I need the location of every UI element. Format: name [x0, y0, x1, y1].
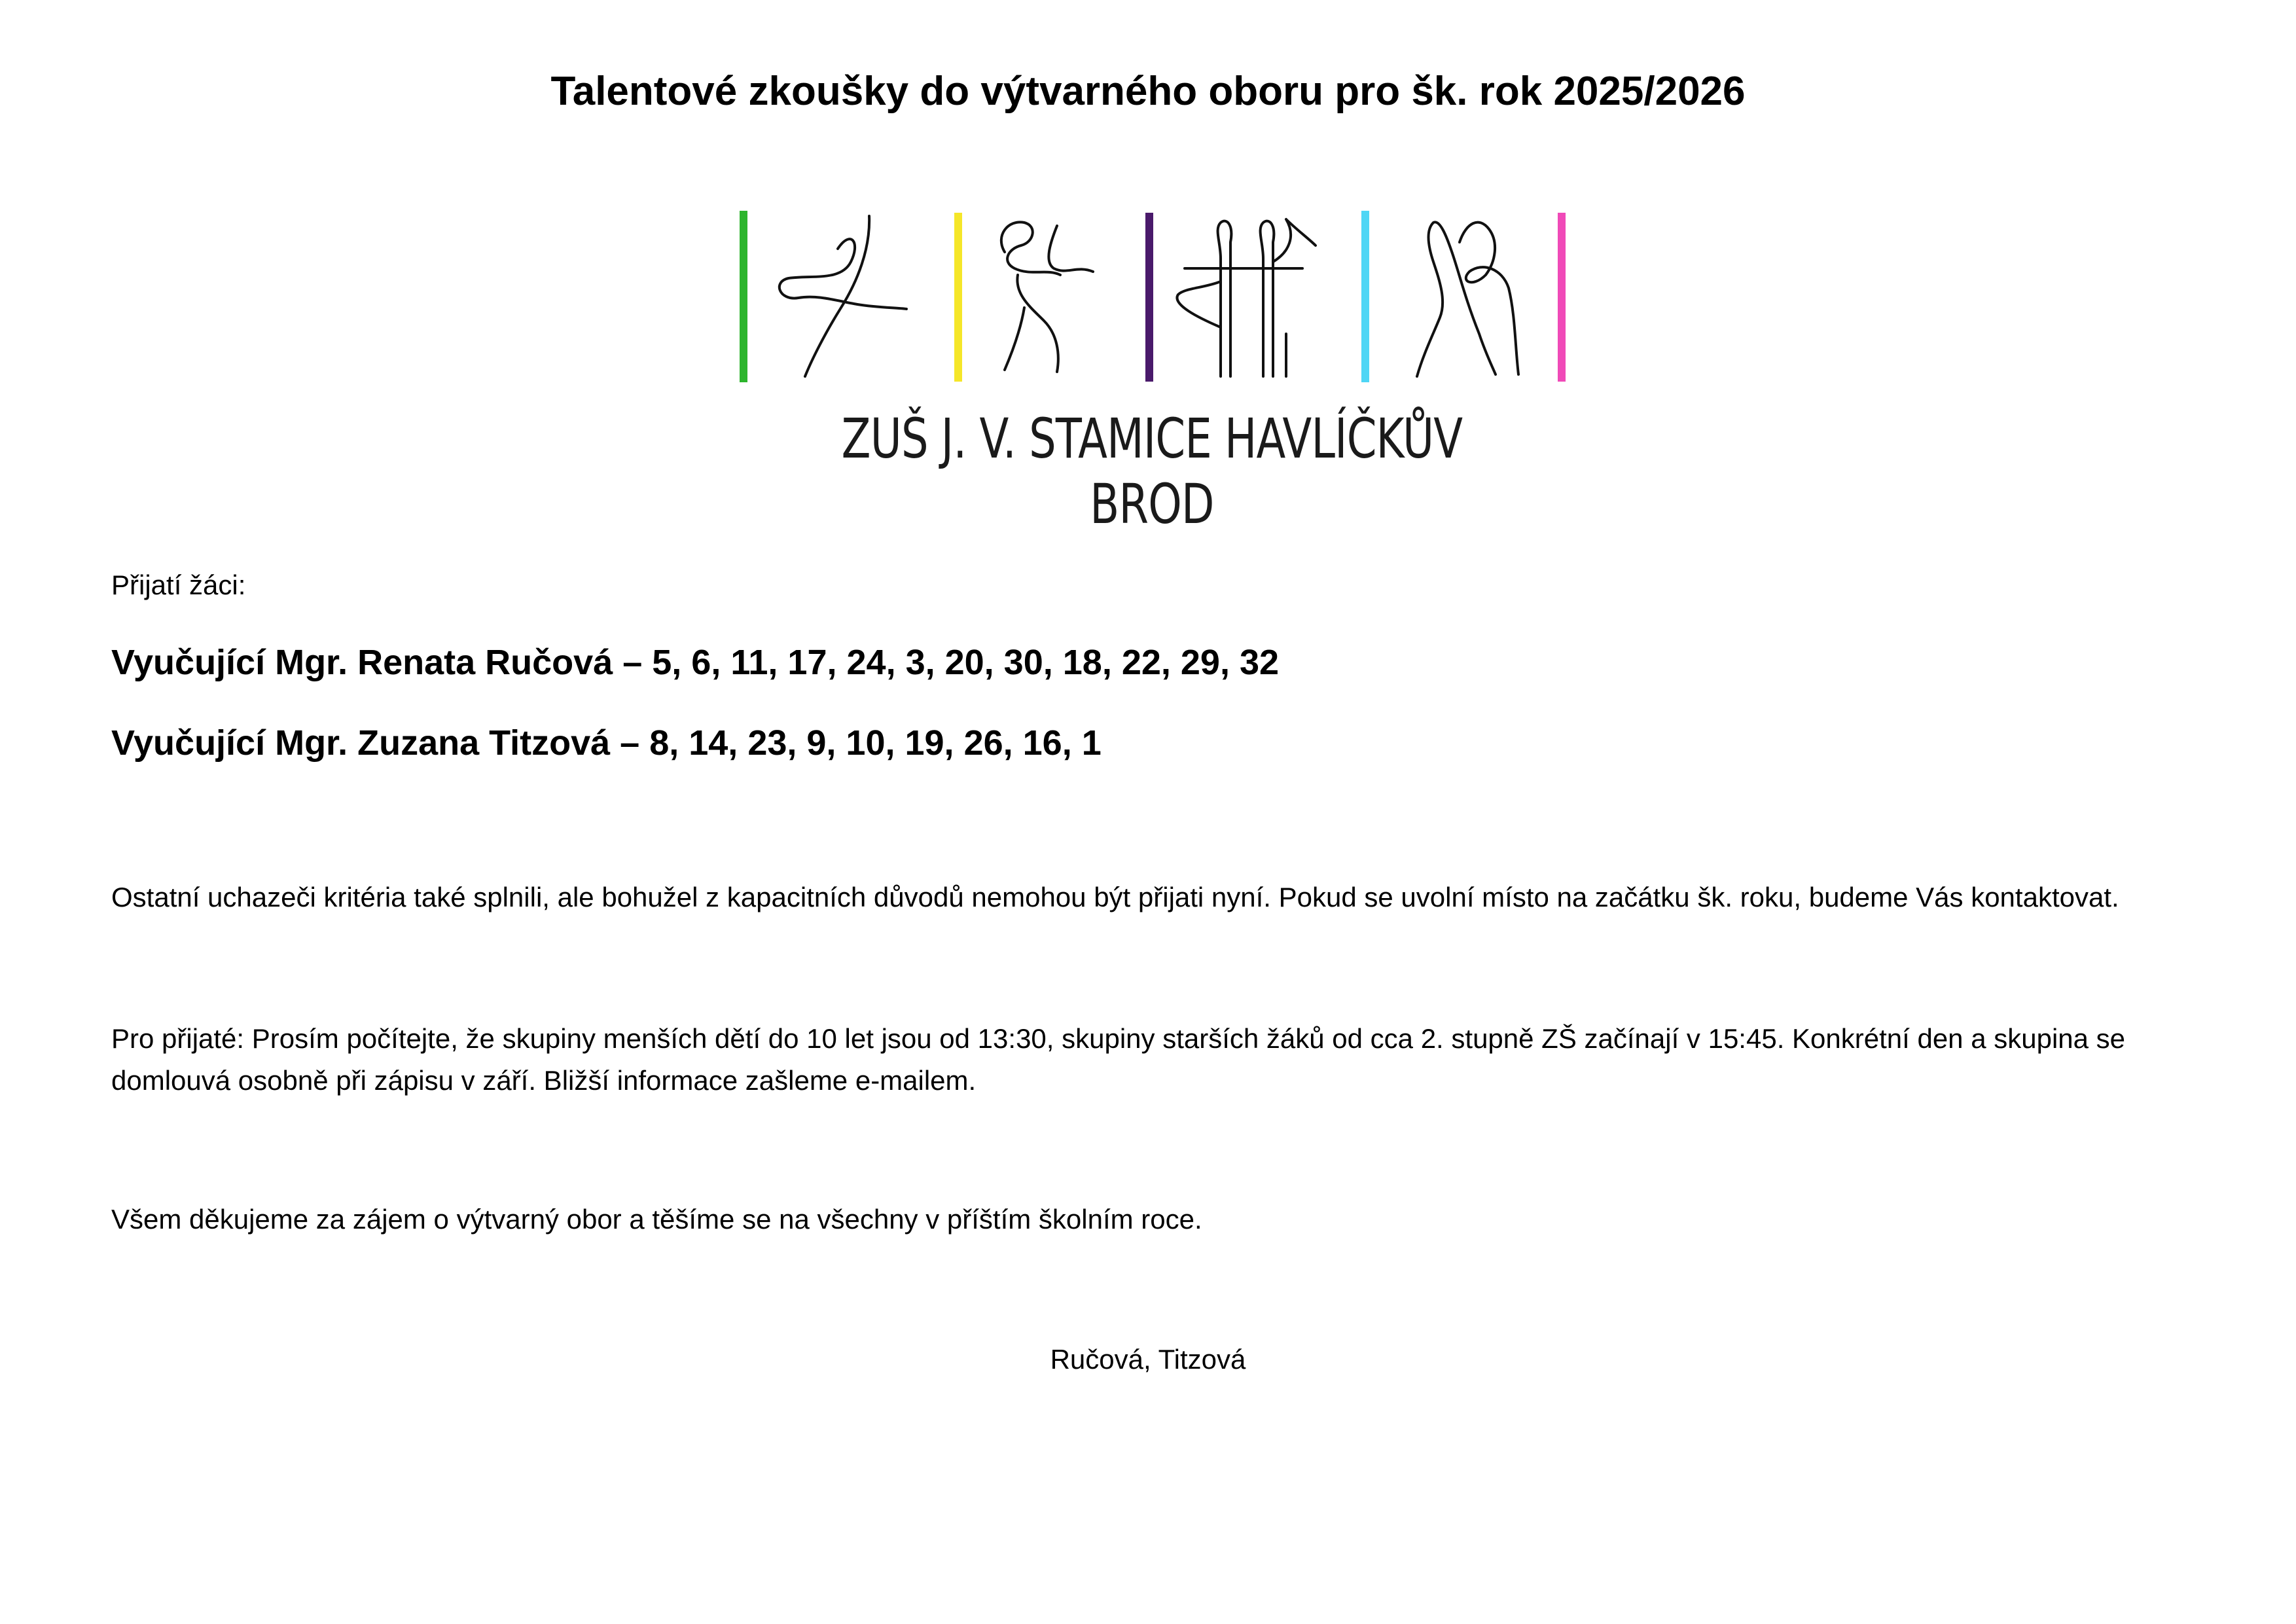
thanks-paragraph: Všem děkujeme za zájem o výtvarný obor a těšíme se na všechny v příštím školním roce. [111, 1204, 1202, 1235]
teacher-line-titzova: Vyučující Mgr. Zuzana Titzová – 8, 14, 23, 9, 10, 19, 26, 16, 1 [111, 723, 1102, 763]
dancers-pair-figure-icon [1417, 222, 1518, 376]
teacher-line-rucova: Vyučující Mgr. Renata Ručová – 5, 6, 11, 17, 24, 3, 20, 30, 18, 22, 29, 32 [111, 643, 1280, 682]
logo-bar-green [740, 211, 747, 382]
page-title: Talentové zkoušky do výtvarného oboru pro šk. rok 2025/2026 [550, 69, 1746, 114]
accepted-info-line-1: Pro přijaté: Prosím počítejte, že skupiny menších dětí do 10 let jsou od 13:30, skupiny starších žáků od cca 2. stupně ZŠ začínají v 15:45. Konkrétní den a skupina se [111, 1023, 2126, 1054]
musicians-figure-icon [1177, 219, 1316, 376]
others-paragraph: Ostatní uchazeči kritéria také splnili, ale bohužel z kapacitních důvodů nemohou být přijati nyní. Pokud se uvolní místo na začátku šk. roku, budeme Vás kontaktovat. [111, 882, 2119, 912]
logo-bar-cyan [1361, 211, 1369, 382]
logo-school-name: ZUŠ J. V. STAMICE HAVLÍČKŮV BROD [841, 406, 1463, 536]
dancer-figure-icon [780, 216, 906, 376]
signature: Ručová, Titzová [1050, 1344, 1246, 1375]
logo-bar-pink [1558, 213, 1566, 382]
logo-bar-purple [1145, 213, 1153, 382]
violinist-figure-icon [1001, 222, 1093, 372]
accepted-students-label: Přijatí žáci: [111, 569, 246, 600]
logo-bar-yellow [954, 213, 962, 382]
accepted-info-line-2: domlouvá osobně při zápisu v září. Bližší informace zašleme e-mailem. [111, 1065, 977, 1096]
